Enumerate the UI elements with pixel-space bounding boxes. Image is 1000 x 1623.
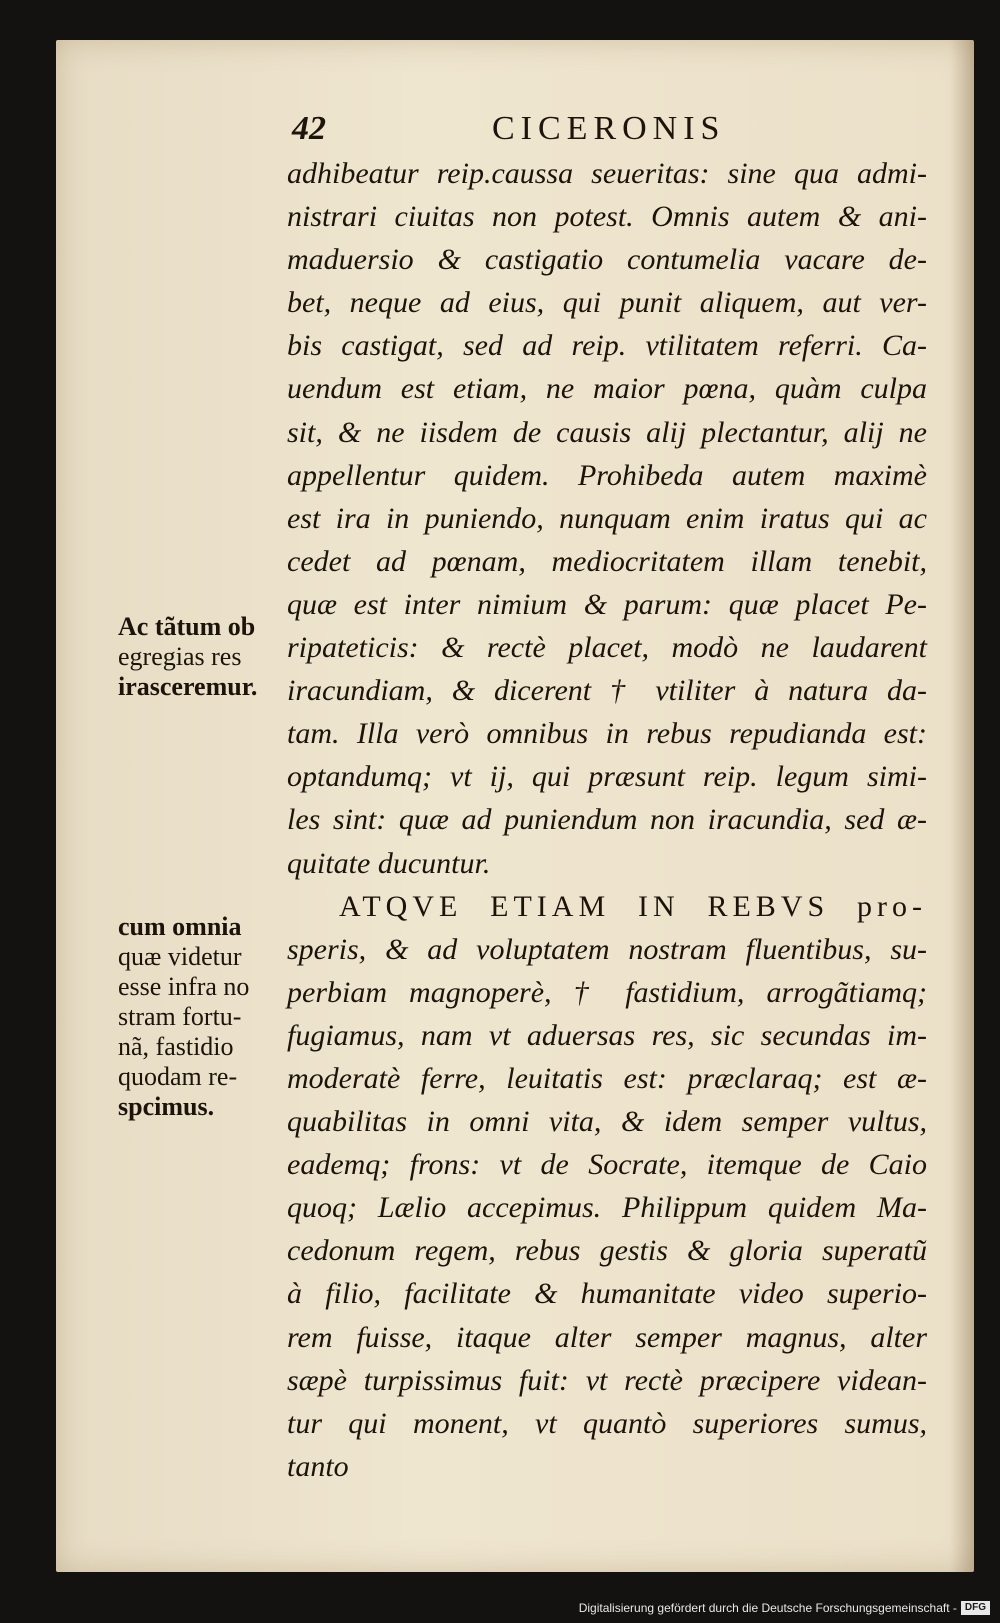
text-line: à filio, facilitate & humanitate video superio- [287,1277,927,1311]
text-line: cedonum regem, rebus gestis & gloria superatũ [287,1234,927,1268]
margin-note-line: esse infra no [118,972,250,1001]
text-line: rem fuisse, itaque alter semper magnus, alter [287,1320,927,1354]
text-line: tur qui monent, vt quantò superiores sumus, [287,1406,927,1440]
text-line: speris, & ad voluptatem nostram fluentibus, su- [287,932,927,966]
text-line: nistrari ciuitas non potest. Omnis autem & ani- [287,200,927,234]
text-line: adhibeatur reip.caussa seueritas: sine qua admi- [287,157,927,190]
text-line: bet, neque ad eius, qui punit aliquem, aut ver- [287,286,927,320]
margin-note-line: egregias res [118,642,242,671]
text-line: eademq; frons: vt de Socrate, itemque de Caio [287,1148,927,1182]
margin-note-line: stram fortu- [118,1002,242,1031]
digitization-footer [579,1599,990,1617]
margin-note-line: quæ videtur [118,942,242,971]
page-number: 42 [292,110,326,147]
text-line: sit, & ne iisdem de causis alij plectantur, alij ne [287,415,927,449]
text-line: fugiamus, nam vt aduersas res, sic secundas im- [287,1018,927,1052]
margin-note-line: nã, fastidio [118,1032,234,1061]
text-line: quoq; Lælio accepimus. Philippum quidem Ma- [287,1191,927,1225]
text-line: tam. Illa verò omnibus in rebus repudianda est: [287,717,927,751]
paragraph-opening-line: ATQVE ETIAM IN REBVS pro- [339,889,927,923]
margin-note-line: cum omnia [118,912,242,941]
page-header [292,110,932,150]
text-line: ripateticis: & rectè placet, modò ne laudarent [287,631,927,665]
body-text [287,152,927,1488]
text-line: quæ est inter nimium & parum: quæ placet Pe- [287,587,927,621]
catchword: tanto [287,1449,349,1483]
text-line: cedet ad pœnam, mediocritatem illam tenebit, [287,544,927,578]
text-line: est ira in puniendo, nunquam enim iratus qui ac [287,501,927,535]
text-line: appellentur quidem. Prohibeda autem maximè [287,458,927,492]
page-edge-shading [950,40,974,1572]
text-line: les sint: quæ ad puniendum non iracundia, sed æ- [287,803,927,837]
text-line: quabilitas in omni vita, & idem semper vultus, [287,1105,927,1139]
text-line: sæpè turpissimus fuit: vt rectè præcipere videan- [287,1363,927,1397]
margin-note-2 [118,912,288,1122]
text-line: moderatè ferre, leuitatis est: præclaraq; est æ- [287,1061,927,1095]
dfg-logo: DFG [961,1601,990,1615]
running-title: CICERONIS [492,110,726,147]
margin-note-line: spcimus. [118,1092,215,1121]
text-line: quitate ducuntur. [287,846,491,880]
text-line: uendum est etiam, ne maior pœna, quàm culpa [287,372,927,406]
text-line: optandumq; vt ij, qui præsunt reip. legum simi- [287,760,927,794]
text-line: maduersio & castigatio contumelia vacare de- [287,243,927,277]
margin-note-line: Ac tãtum ob [118,612,256,641]
text-line: iracundiam, & dicerent † vtiliter à natura da- [287,674,927,708]
margin-note-1 [118,612,288,702]
margin-note-line: quodam re- [118,1062,238,1091]
text-line: perbiam magnoperè, † fastidium, arrogãtiamq; [287,975,927,1009]
text-line: bis castigat, sed ad reip. vtilitatem referri. Ca- [287,329,927,363]
footer-credit: Digitalisierung gefördert durch die Deutsche Forschungsgemeinschaft - [578,1601,957,1615]
margin-note-line: irasceremur. [118,672,258,701]
